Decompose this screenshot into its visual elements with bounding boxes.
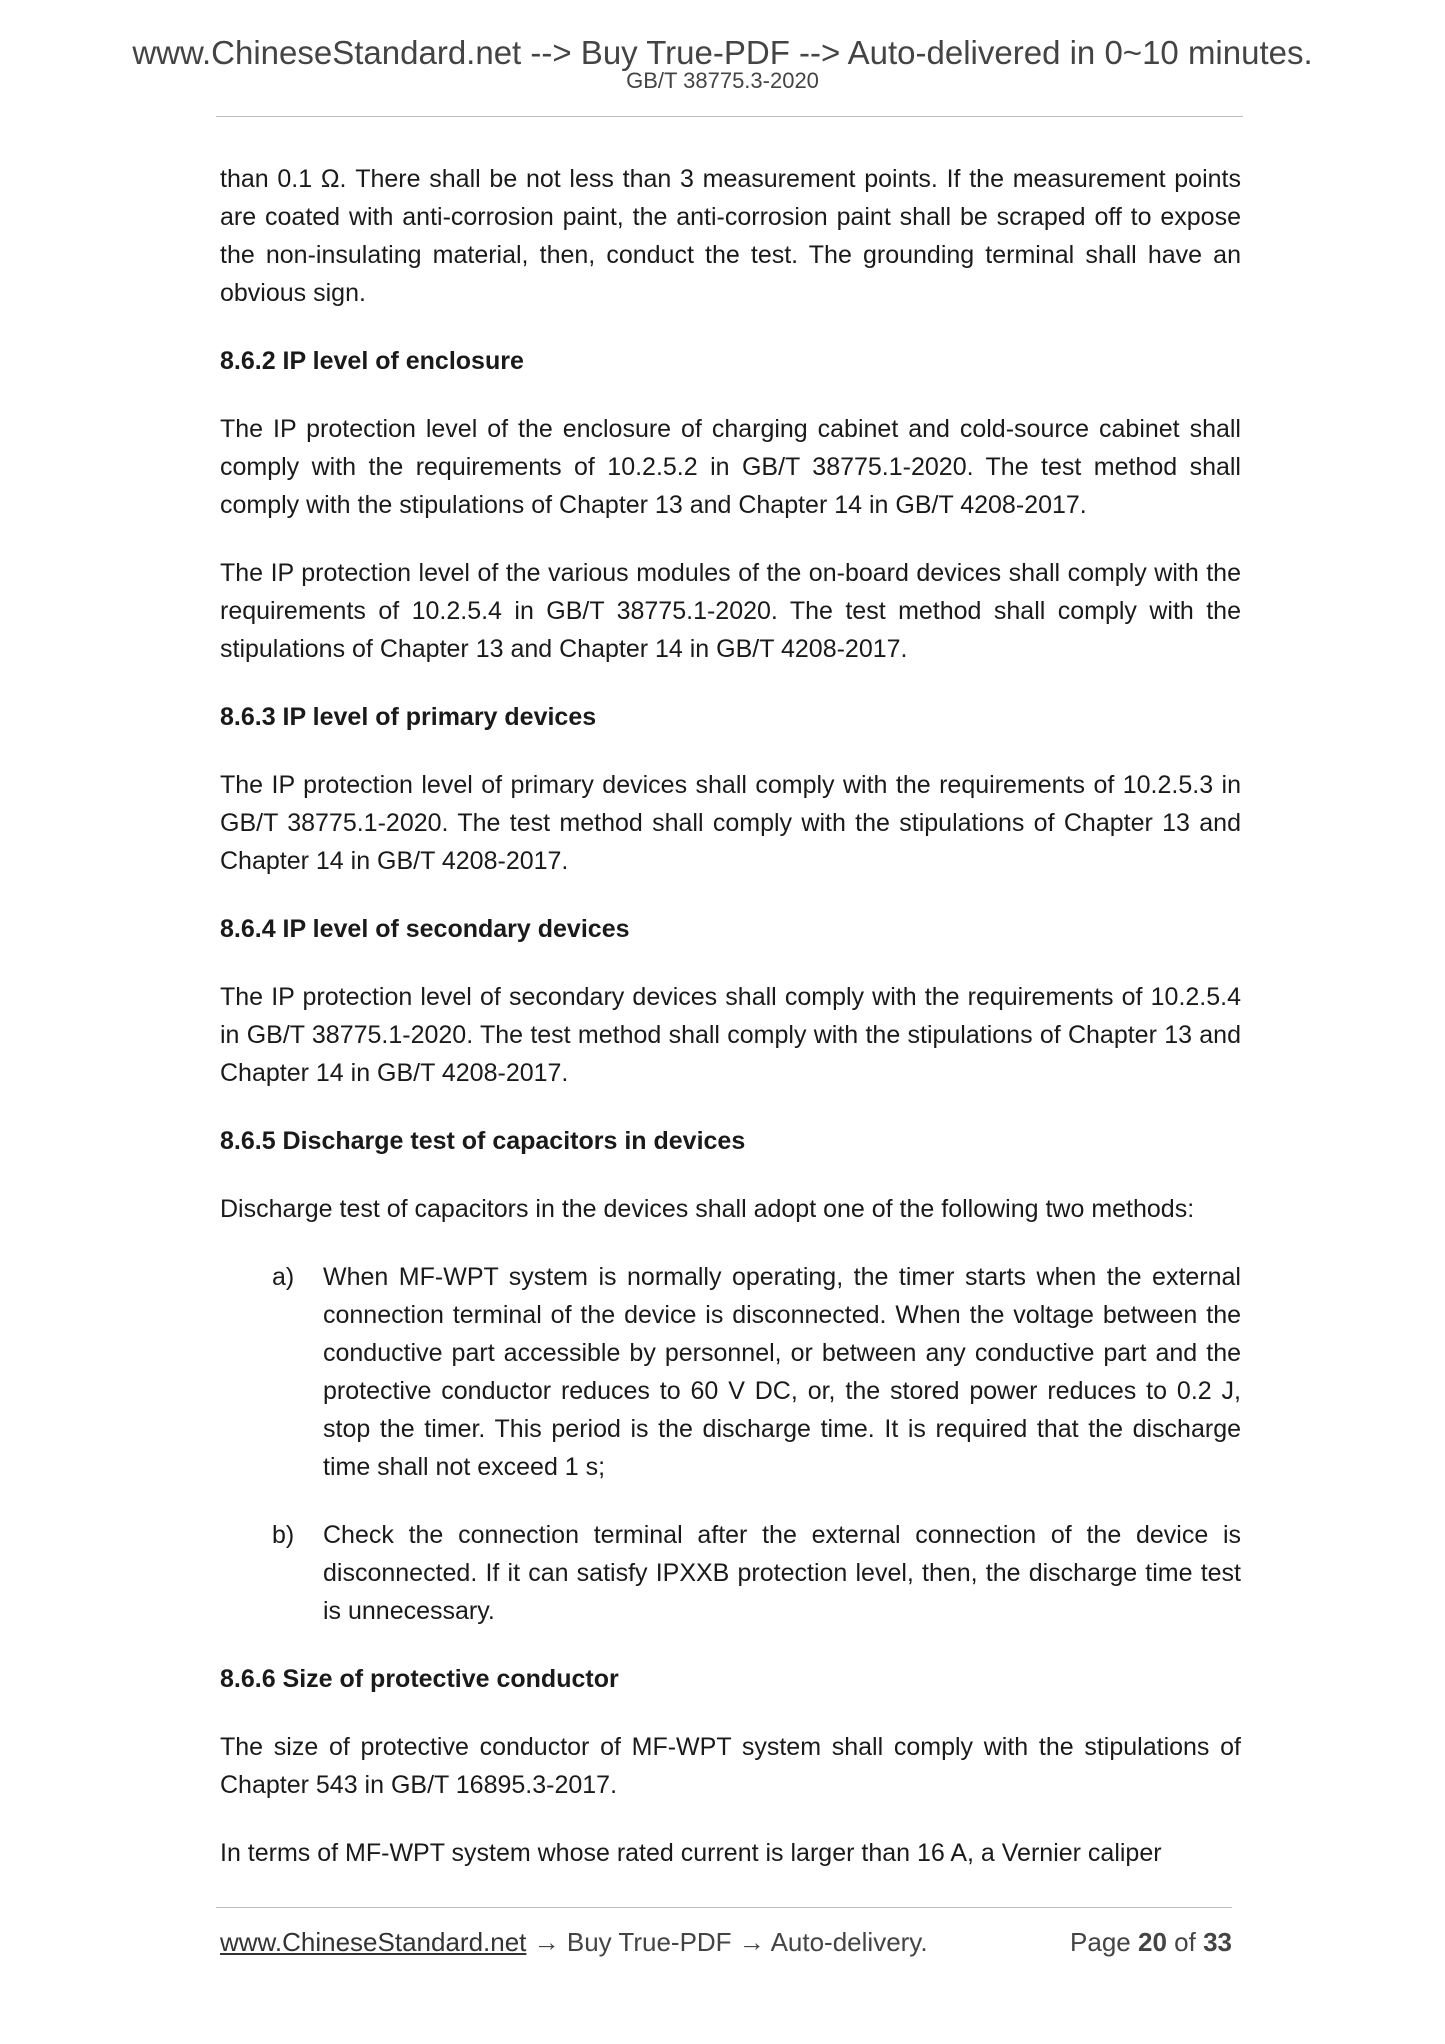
- section-heading-8-6-6: 8.6.6 Size of protective conductor: [220, 1665, 619, 1693]
- paragraph-onboard-modules-ip: The IP protection level of the various modules of the on-board devices shall comply with the requirements of 10.2.5.4 in GB/T 38775.1-2020. The test method shall comply with the stipulations of Chapter 13 and Chapter 14 in GB/T 4208-2017.: [220, 559, 1241, 663]
- site-banner[interactable]: www.ChineseStandard.net --> Buy True-PDF --> Auto-delivered in 0~10 minutes.: [132, 34, 1313, 71]
- page-total: 33: [1203, 1927, 1232, 1957]
- page-label: Page: [1070, 1927, 1131, 1957]
- document-body: [220, 160, 1241, 1902]
- page-number: 20: [1138, 1927, 1167, 1957]
- standard-code: GB/T 38775.3-2020: [626, 68, 819, 93]
- page-footer: [220, 1929, 1232, 1955]
- paragraph-protective-conductor: The size of protective conductor of MF-WPT system shall comply with the stipulations of Chapter 543 in GB/T 16895.3-2017.: [220, 1733, 1241, 1799]
- footer-divider: [216, 1907, 1232, 1908]
- list-text-b: Check the connection terminal after the external connection of the device is disconnected. If it can satisfy IPXXB protection level, then, the discharge time test is unnecessary.: [323, 1521, 1241, 1625]
- section-heading-8-6-3: 8.6.3 IP level of primary devices: [220, 703, 597, 731]
- list-text-a: When MF-WPT system is normally operating, the timer starts when the external connection terminal of the device is disconnected. When the voltage between the conductive part accessible by personnel, or between any conductive part and the protective conductor reduces to 60 V DC, or, the stored power reduces to 0.2 J, stop the timer. This period is the discharge time. It is required that the discharge time shall not exceed 1 s;: [323, 1263, 1241, 1481]
- paragraph-discharge-methods: Discharge test of capacitors in the devices shall adopt one of the following two methods:: [220, 1195, 1195, 1223]
- footer-trail-text: → Buy True-PDF → Auto-delivery.: [526, 1927, 928, 1957]
- paragraph-vernier-caliper: In terms of MF-WPT system whose rated current is larger than 16 A, a Vernier caliper: [220, 1839, 1162, 1867]
- header-divider: [216, 116, 1243, 117]
- section-heading-8-6-5: 8.6.5 Discharge test of capacitors in devices: [220, 1127, 746, 1155]
- paragraph-grounding-continuation: than 0.1 Ω. There shall be not less than 3 measurement points. If the measurement points are coated with anti-corrosion paint, the anti-corrosion paint shall be scraped off to expose the non-insulating material, then, conduct the test. The grounding terminal shall have an obvious sign.: [220, 165, 1241, 307]
- list-item-a: [220, 1258, 1241, 1486]
- paragraph-enclosure-ip: The IP protection level of the enclosure of charging cabinet and cold-source cabinet shall comply with the requirements of 10.2.5.2 in GB/T 38775.1-2020. The test method shall comply with the stipulations of Chapter 13 and Chapter 14 in GB/T 4208-2017.: [220, 415, 1241, 519]
- paragraph-secondary-devices-ip: The IP protection level of secondary devices shall comply with the requirements of 10.2.5.4 in GB/T 38775.1-2020. The test method shall comply with the stipulations of Chapter 13 and Chapter 14 in GB/T 4208-2017.: [220, 983, 1241, 1087]
- list-item-b: [220, 1516, 1241, 1630]
- section-heading-8-6-2: 8.6.2 IP level of enclosure: [220, 347, 524, 375]
- page-of-label: of: [1174, 1927, 1196, 1957]
- footer-site-link[interactable]: www.ChineseStandard.net: [220, 1927, 527, 1957]
- page-indicator: [1070, 1929, 1232, 1955]
- list-marker-b: b): [272, 1521, 295, 1549]
- paragraph-primary-devices-ip: The IP protection level of primary devices shall comply with the requirements of 10.2.5.3 in GB/T 38775.1-2020. The test method shall comply with the stipulations of Chapter 13 and Chapter 14 in GB/T 4208-2017.: [220, 771, 1241, 875]
- list-marker-a: a): [272, 1263, 295, 1291]
- section-heading-8-6-4: 8.6.4 IP level of secondary devices: [220, 915, 630, 943]
